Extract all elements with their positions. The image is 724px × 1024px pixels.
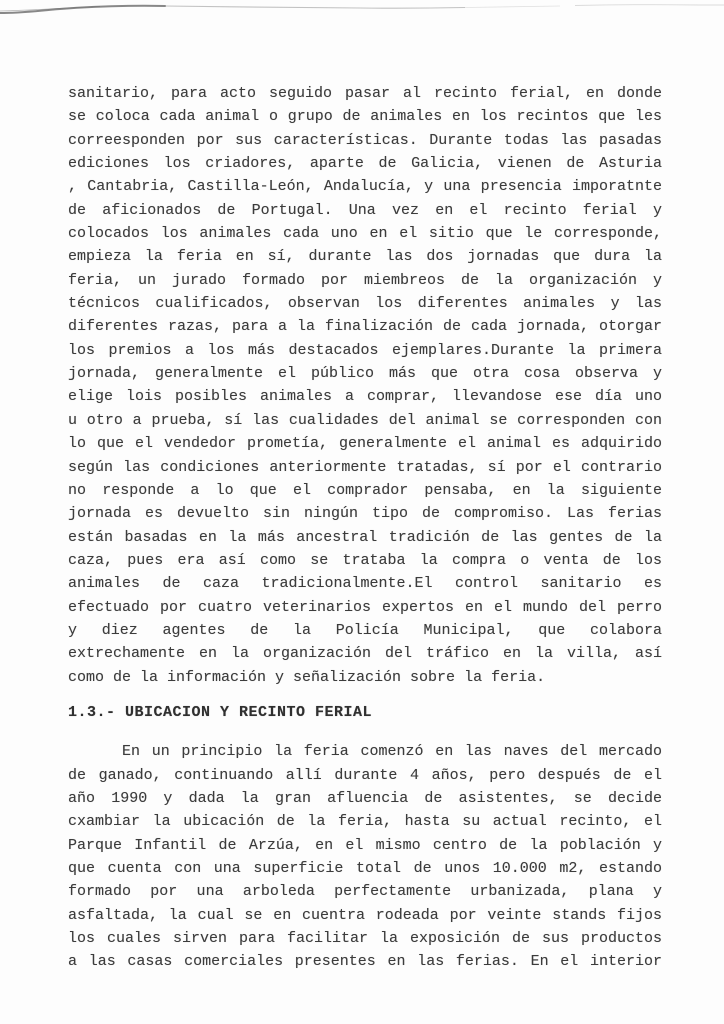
text-line: En un principio la feria comenzó en las naves del mercado bbox=[122, 743, 662, 761]
paragraph-1 bbox=[68, 82, 662, 689]
text-line: se coloca cada animal o grupo de animales en los recintos que les bbox=[68, 108, 662, 126]
text-line: según las condiciones anteriormente tratadas, sí por el contrario bbox=[68, 458, 662, 476]
text-line: de ganado, continuando allí durante 4 años, pero después de el bbox=[68, 766, 662, 784]
text-line: de aficionados de Portugal. Una vez en el recinto ferial y bbox=[68, 201, 662, 219]
scan-line-artifact bbox=[0, 0, 724, 24]
text-line: empieza la feria en sí, durante las dos jornadas que dura la bbox=[68, 248, 662, 266]
text-line: como de la información y señalización sobre la feria. bbox=[68, 668, 546, 686]
text-line: los premios a los más destacados ejemplares.Durante la primera bbox=[68, 341, 662, 359]
text-line: , Cantabria, Castilla-León, Andalucía, y una presencia imporatnte bbox=[68, 178, 662, 196]
section-heading: 1.3.- UBICACION Y RECINTO FERIAL bbox=[68, 703, 373, 721]
text-line: jornada es devuelto sin ningún tipo de compromiso. Las ferias bbox=[68, 505, 662, 523]
text-line: y diez agentes de la Policía Municipal, que colabora bbox=[68, 621, 662, 639]
text-line: ediciones los criadores, aparte de Galicia, vienen de Asturia bbox=[68, 155, 662, 173]
text-line: feria, un jurado formado por miembreos de la organización y bbox=[68, 271, 662, 289]
text-line: caza, pues era así como se trataba la compra o venta de los bbox=[68, 551, 662, 569]
text-line: lo que el vendedor prometía, generalmente el animal es adquirido bbox=[68, 435, 662, 453]
text-line: cxambiar la ubicación de la feria, hasta su actual recinto, el bbox=[68, 813, 662, 831]
text-line: técnicos cualificados, observan los diferentes animales y las bbox=[68, 295, 662, 313]
text-line: formado por una arboleda perfectamente urbanizada, plana y bbox=[68, 883, 662, 901]
text-line: u otro a prueba, sí las cualidades del animal se corresponden con bbox=[68, 411, 662, 429]
text-line: los cuales sirven para facilitar la exposición de sus productos bbox=[68, 930, 662, 948]
text-line: diferentes razas, para a la finalización de cada jornada, otorgar bbox=[68, 318, 662, 336]
text-line: colocados los animales cada uno en el sitio que le corresponde, bbox=[68, 225, 662, 243]
text-line: sanitario, para acto seguido pasar al recinto ferial, en donde bbox=[68, 85, 662, 102]
text-line: jornada, generalmente el público más que otra cosa observa y bbox=[68, 365, 662, 383]
text-line: elige lois posibles animales a comprar, llevandose ese día uno bbox=[68, 388, 662, 406]
paragraph-2 bbox=[68, 740, 662, 973]
text-line: extrechamente en la organización del tráfico en la villa, así bbox=[68, 645, 662, 663]
text-line: correesponden por sus características. Durante todas las pasadas bbox=[68, 131, 662, 149]
text-line: animales de caza tradicionalmente.El control sanitario es bbox=[68, 575, 662, 593]
text-line: están basadas en la más ancestral tradición de las gentes de la bbox=[68, 528, 662, 546]
text-line: Parque Infantil de Arzúa, en el mismo centro de la población y bbox=[68, 836, 662, 854]
text-line: efectuado por cuatro veterinarios expertos en el mundo del perro bbox=[68, 598, 662, 616]
text-line: que cuenta con una superficie total de unos 10.000 m2, estando bbox=[68, 860, 662, 877]
text-line: asfaltada, la cual se en cuentra rodeada por veinte stands fijos bbox=[68, 906, 662, 924]
text-line: no responde a lo que el comprador pensaba, en la siguiente bbox=[68, 481, 662, 499]
text-line: año 1990 y dada la gran afluencia de asistentes, se decide bbox=[68, 789, 662, 807]
text-line: a las casas comerciales presentes en las ferias. En el interior bbox=[68, 953, 662, 971]
document-body bbox=[68, 82, 662, 974]
